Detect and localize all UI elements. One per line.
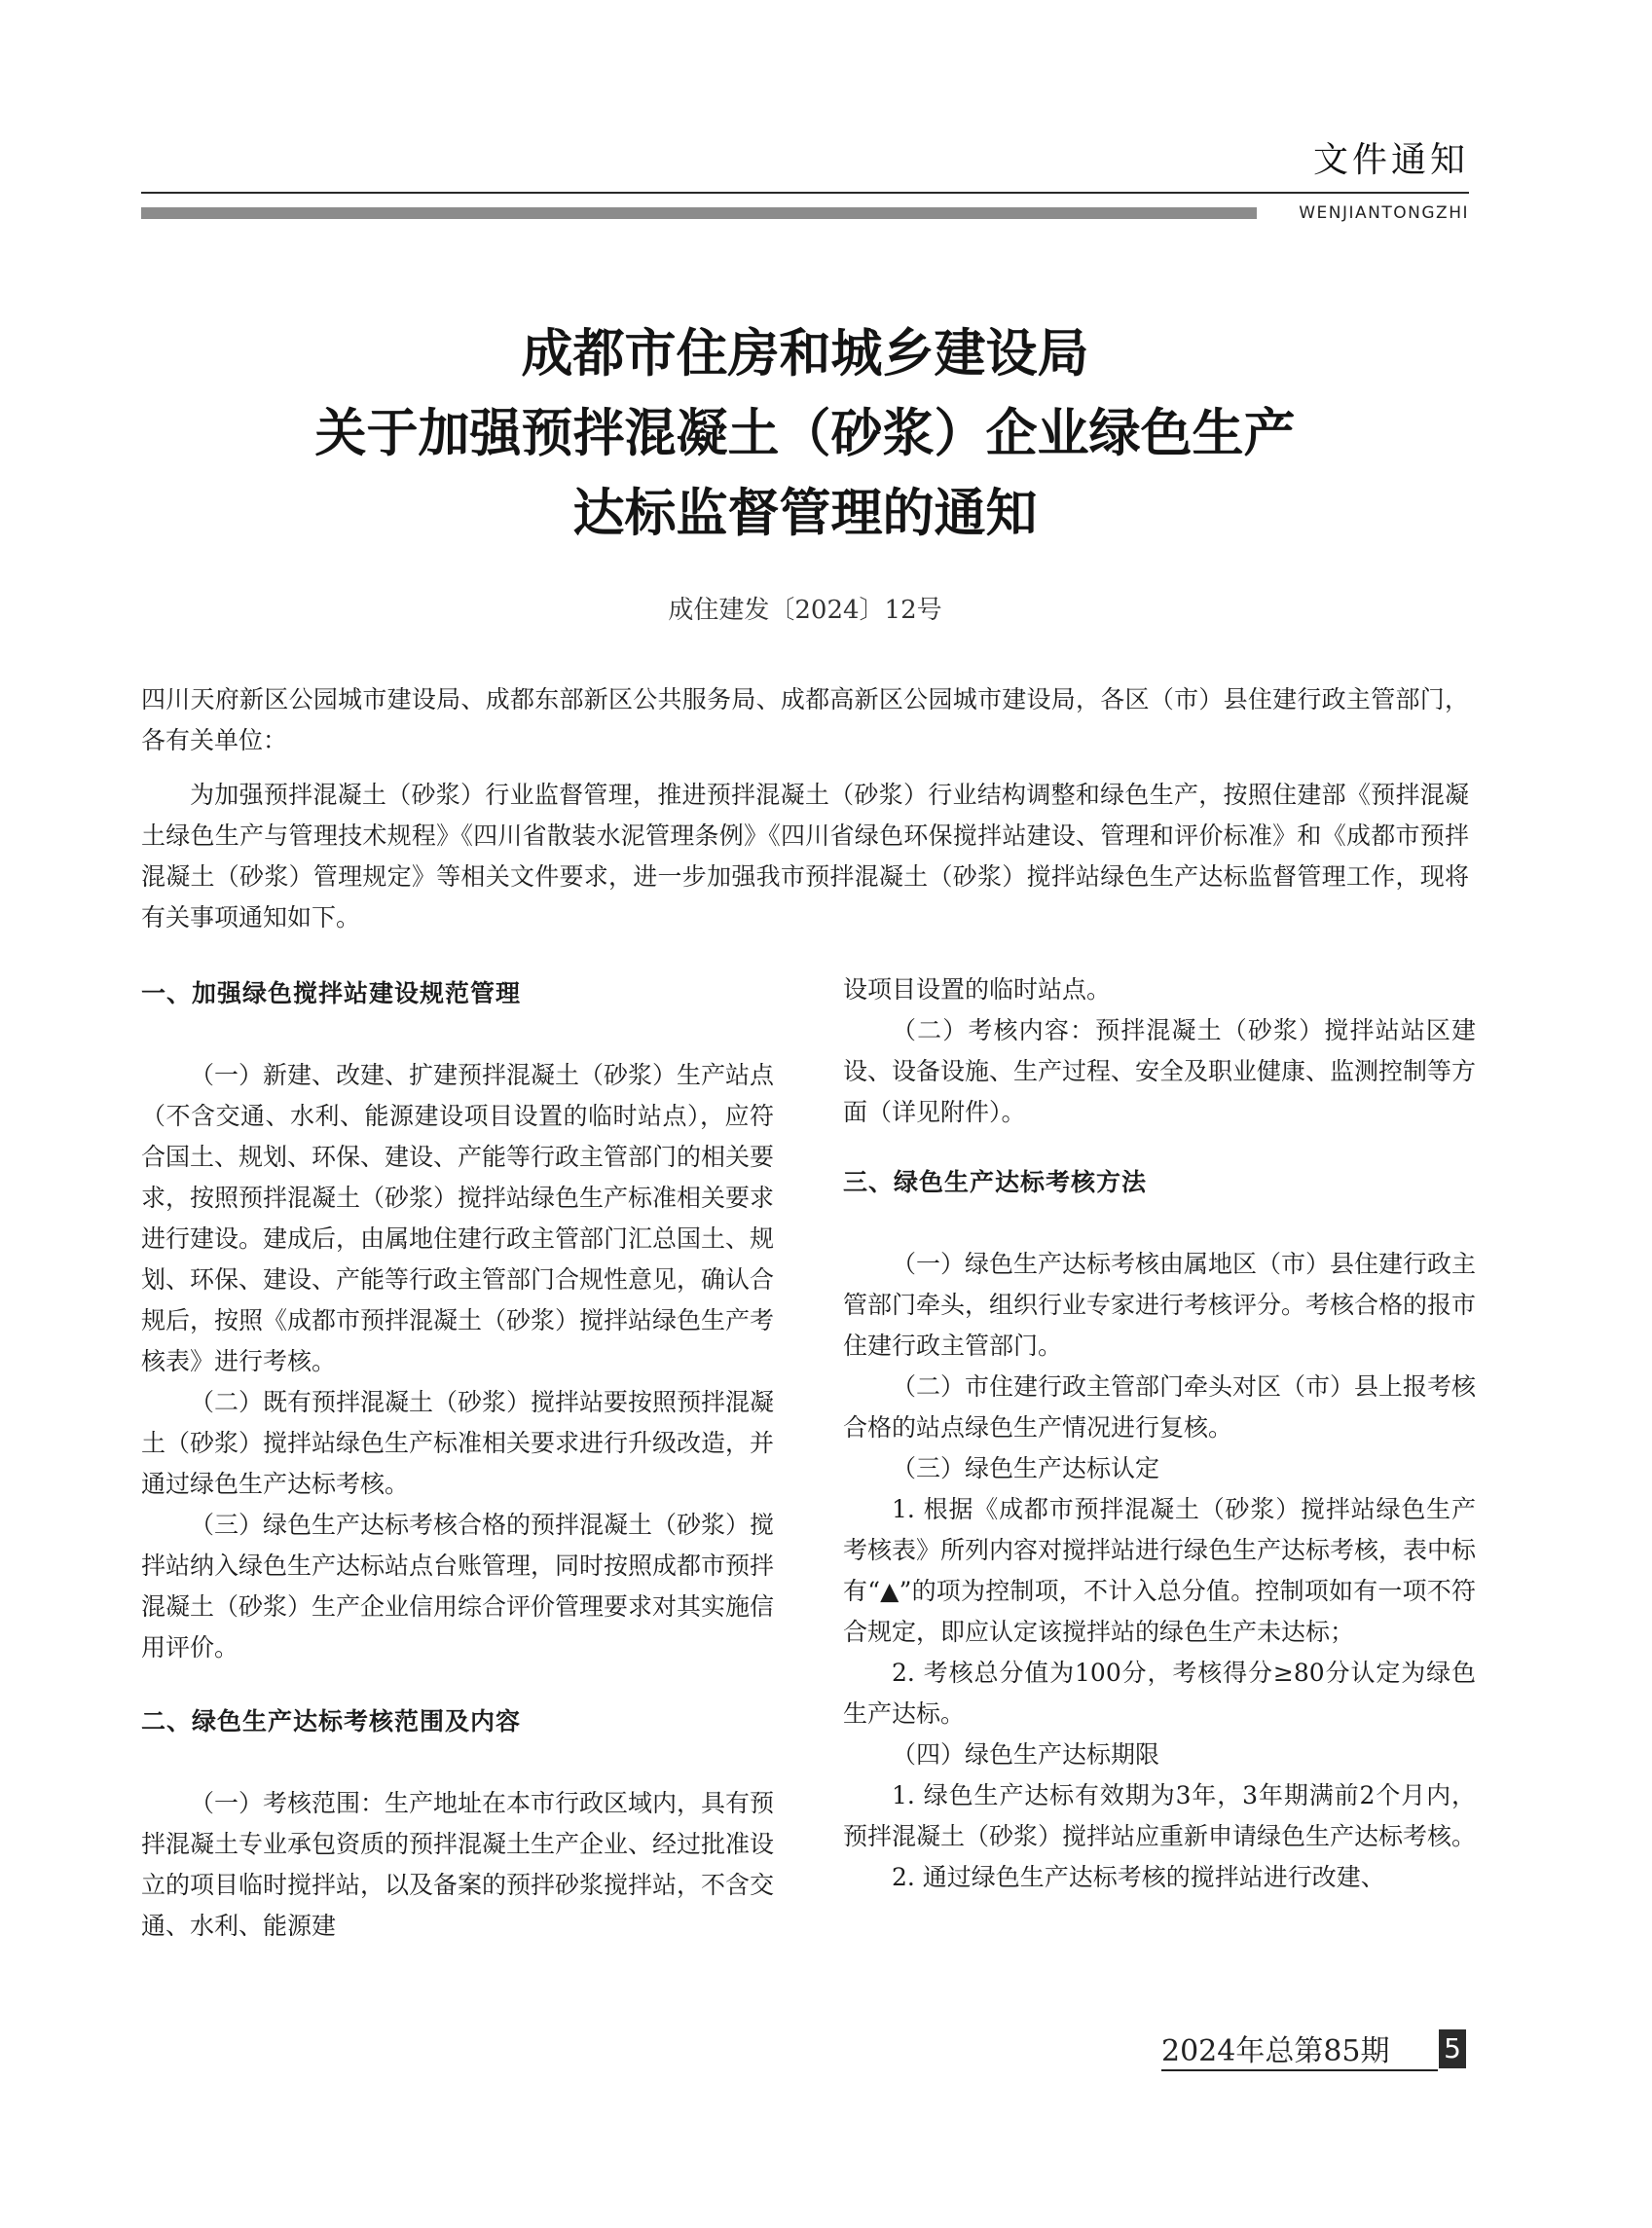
paragraph: 2. 通过绿色生产达标考核的搅拌站进行改建、: [892, 1863, 1385, 1891]
header-rule: [141, 192, 1469, 194]
section-name: 文件通知: [1312, 140, 1469, 180]
title-line: 达标监督管理的通知: [572, 483, 1038, 543]
paragraph: 1. 根据《成都市预拌混凝土（砂浆）搅拌站绿色生产考核表》所列内容对搅拌站进行绿色生产达标考核，表中标有“▲”的项为控制项，不计入总分值。控制项如有一项不符合规定，即应认定该搅拌站的绿色生产未达标；: [843, 1495, 1477, 1646]
section-heading: 一、加强绿色搅拌站建设规范管理: [141, 979, 522, 1007]
issue-label: 2024年总第85期: [1161, 2034, 1390, 2068]
paragraph: 2. 考核总分值为100分，考核得分≥80分认定为绿色生产达标。: [843, 1659, 1476, 1728]
paragraph: （三）绿色生产达标考核合格的预拌混凝土（砂浆）搅拌站纳入绿色生产达标站点台账管理，同时按照成都市预拌混凝土（砂浆）生产企业信用综合评价管理要求对其实施信用评价。: [141, 1511, 775, 1662]
paragraph: （一）考核范围：生产地址在本市行政区域内，具有预拌混凝土专业承包资质的预拌混凝土生产企业、经过批准设立的项目临时搅拌站，以及备案的预拌砂浆搅拌站，不含交通、水利、能源建: [141, 1789, 775, 1940]
right-column: [843, 969, 1476, 1898]
paragraph: （二）既有预拌混凝土（砂浆）搅拌站要按照预拌混凝土（砂浆）搅拌站绿色生产标准相关要求进行升级改造，并通过绿色生产达标考核。: [141, 1388, 775, 1498]
paragraph: （三）绿色生产达标认定: [892, 1454, 1160, 1482]
footer-rule: [1161, 2069, 1438, 2071]
title-line: 成都市住房和城乡建设局: [521, 323, 1089, 384]
paragraph: （二）考核内容：预拌混凝土（砂浆）搅拌站站区建设、设备设施、生产过程、安全及职业健康、监测控制等方面（详见附件）。: [843, 1016, 1477, 1126]
paragraph: （一）新建、改建、扩建预拌混凝土（砂浆）生产站点（不含交通、水利、能源建设项目设置的临时站点），应符合国土、规划、环保、建设、产能等行政主管部门的相关要求，按照预拌混凝土（砂浆）搅拌站绿色生产标准相关要求进行建设。建成后，由属地住建行政主管部门汇总国土、规划、环保、建设、产能等行政主管部门合规性意见，确认合规后，按照《成都市预拌混凝土（砂浆）搅拌站绿色生产考核表》进行考核。: [141, 1061, 775, 1375]
section-heading: 三、绿色生产达标考核方法: [843, 1168, 1148, 1196]
document-number: 成住建发〔2024〕12号: [668, 596, 942, 625]
title-line: 关于加强预拌混凝土（砂浆）企业绿色生产: [314, 403, 1296, 463]
paragraph: （四）绿色生产达标期限: [892, 1740, 1160, 1769]
recipients: 四川天府新区公园城市建设局、成都东部新区公共服务局、成都高新区公园城市建设局，各区（市）县住建行政主管部门，各有关单位：: [141, 685, 1469, 754]
paragraph: 设项目设置的临时站点。: [843, 975, 1112, 1004]
intro: [141, 679, 1469, 938]
document-title: [141, 313, 1469, 553]
header-bar: [141, 207, 1257, 219]
preamble: 为加强预拌混凝土（砂浆）行业监督管理，推进预拌混凝土（砂浆）行业结构调整和绿色生产，按照住建部《预拌混凝土绿色生产与管理技术规程》《四川省散装水泥管理条例》《四川省绿色环保搅拌站建设、管理和评价标准》和《成都市预拌混凝土（砂浆）管理规定》等相关文件要求，进一步加强我市预拌混凝土（砂浆）搅拌站绿色生产达标监督管理工作，现将有关事项通知如下。: [141, 781, 1469, 931]
section-pinyin: WENJIANTONGZHI: [1299, 203, 1469, 223]
left-column: [141, 973, 774, 1947]
page-number: 5: [1439, 2029, 1466, 2068]
paragraph: 1. 绿色生产达标有效期为3年，3年期满前2个月内，预拌混凝土（砂浆）搅拌站应重新申请绿色生产达标考核。: [843, 1781, 1477, 1850]
paragraph: （一）绿色生产达标考核由属地区（市）县住建行政主管部门牵头，组织行业专家进行考核评分。考核合格的报市住建行政主管部门。: [843, 1250, 1477, 1360]
paragraph: （二）市住建行政主管部门牵头对区（市）县上报考核合格的站点绿色生产情况进行复核。: [843, 1372, 1477, 1442]
section-heading: 二、绿色生产达标考核范围及内容: [141, 1707, 522, 1735]
